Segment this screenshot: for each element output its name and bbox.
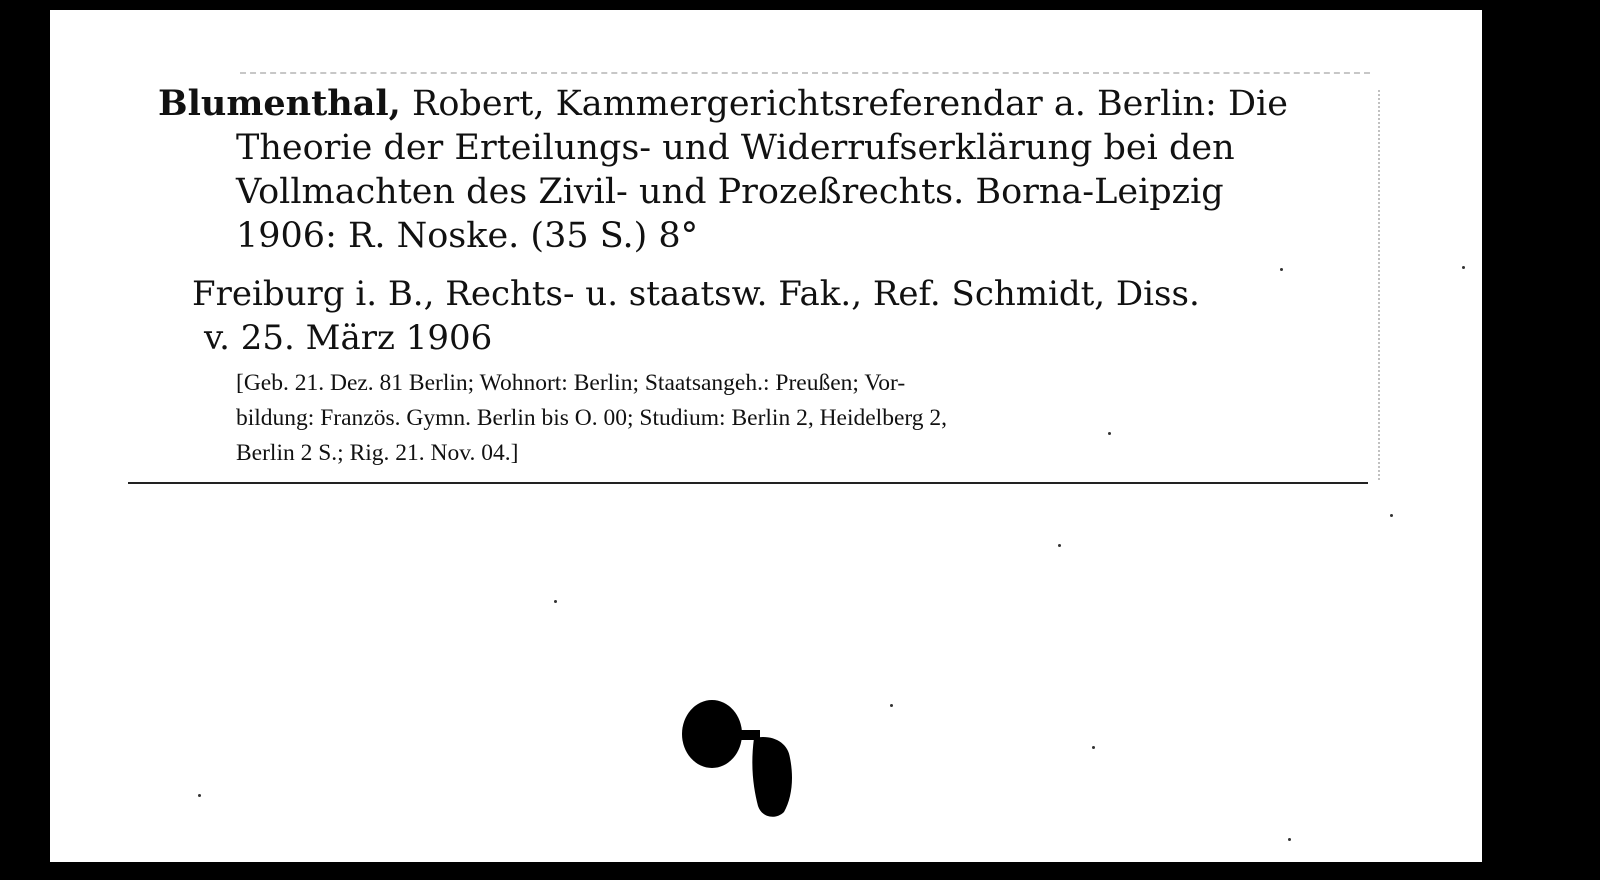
ink-blot bbox=[680, 698, 810, 822]
faculty-line-1: Freiburg i. B., Rechts- u. staatsw. Fak., Ref. Schmidt, Diss. bbox=[192, 274, 1200, 314]
vita-block bbox=[236, 366, 1376, 471]
author-name: Blumenthal, bbox=[158, 83, 401, 124]
speck bbox=[1092, 746, 1095, 749]
faculty-line-2: v. 25. März 1906 bbox=[204, 318, 493, 358]
title-line-2: Theorie der Erteilungs- und Widerrufserklärung bei den bbox=[236, 128, 1235, 168]
speck bbox=[1280, 268, 1283, 271]
catalog-card bbox=[50, 10, 1482, 862]
speck bbox=[554, 600, 557, 603]
title-line-1-rest: Robert, Kammergerichtsreferendar a. Berlin: Die bbox=[400, 84, 1288, 124]
title-block bbox=[158, 82, 1368, 258]
speck bbox=[1390, 514, 1393, 517]
speck bbox=[890, 704, 893, 707]
speck bbox=[1058, 544, 1061, 547]
speck bbox=[198, 794, 201, 797]
card-rule bbox=[128, 482, 1368, 484]
title-line-3: Vollmachten des Zivil- und Prozeßrechts. Borna-Leipzig bbox=[236, 172, 1224, 212]
vita-line-1: [Geb. 21. Dez. 81 Berlin; Wohnort: Berlin; Staatsangeh.: Preußen; Vor- bbox=[236, 370, 906, 396]
vita-line-3: Berlin 2 S.; Rig. 21. Nov. 04.] bbox=[236, 440, 519, 466]
speck bbox=[1288, 838, 1291, 841]
ink-blot-smudge bbox=[738, 730, 760, 740]
speck bbox=[1462, 266, 1465, 269]
speck bbox=[1108, 432, 1111, 435]
ink-blot-drip bbox=[752, 737, 792, 817]
title-line-4: 1906: R. Noske. (35 S.) 8° bbox=[236, 216, 699, 256]
faculty-block bbox=[192, 272, 1372, 360]
title-line-1 bbox=[158, 82, 1368, 126]
vita-line-2: bildung: Französ. Gymn. Berlin bis O. 00; Studium: Berlin 2, Heidelberg 2, bbox=[236, 405, 948, 431]
ink-blot-round bbox=[682, 700, 742, 768]
